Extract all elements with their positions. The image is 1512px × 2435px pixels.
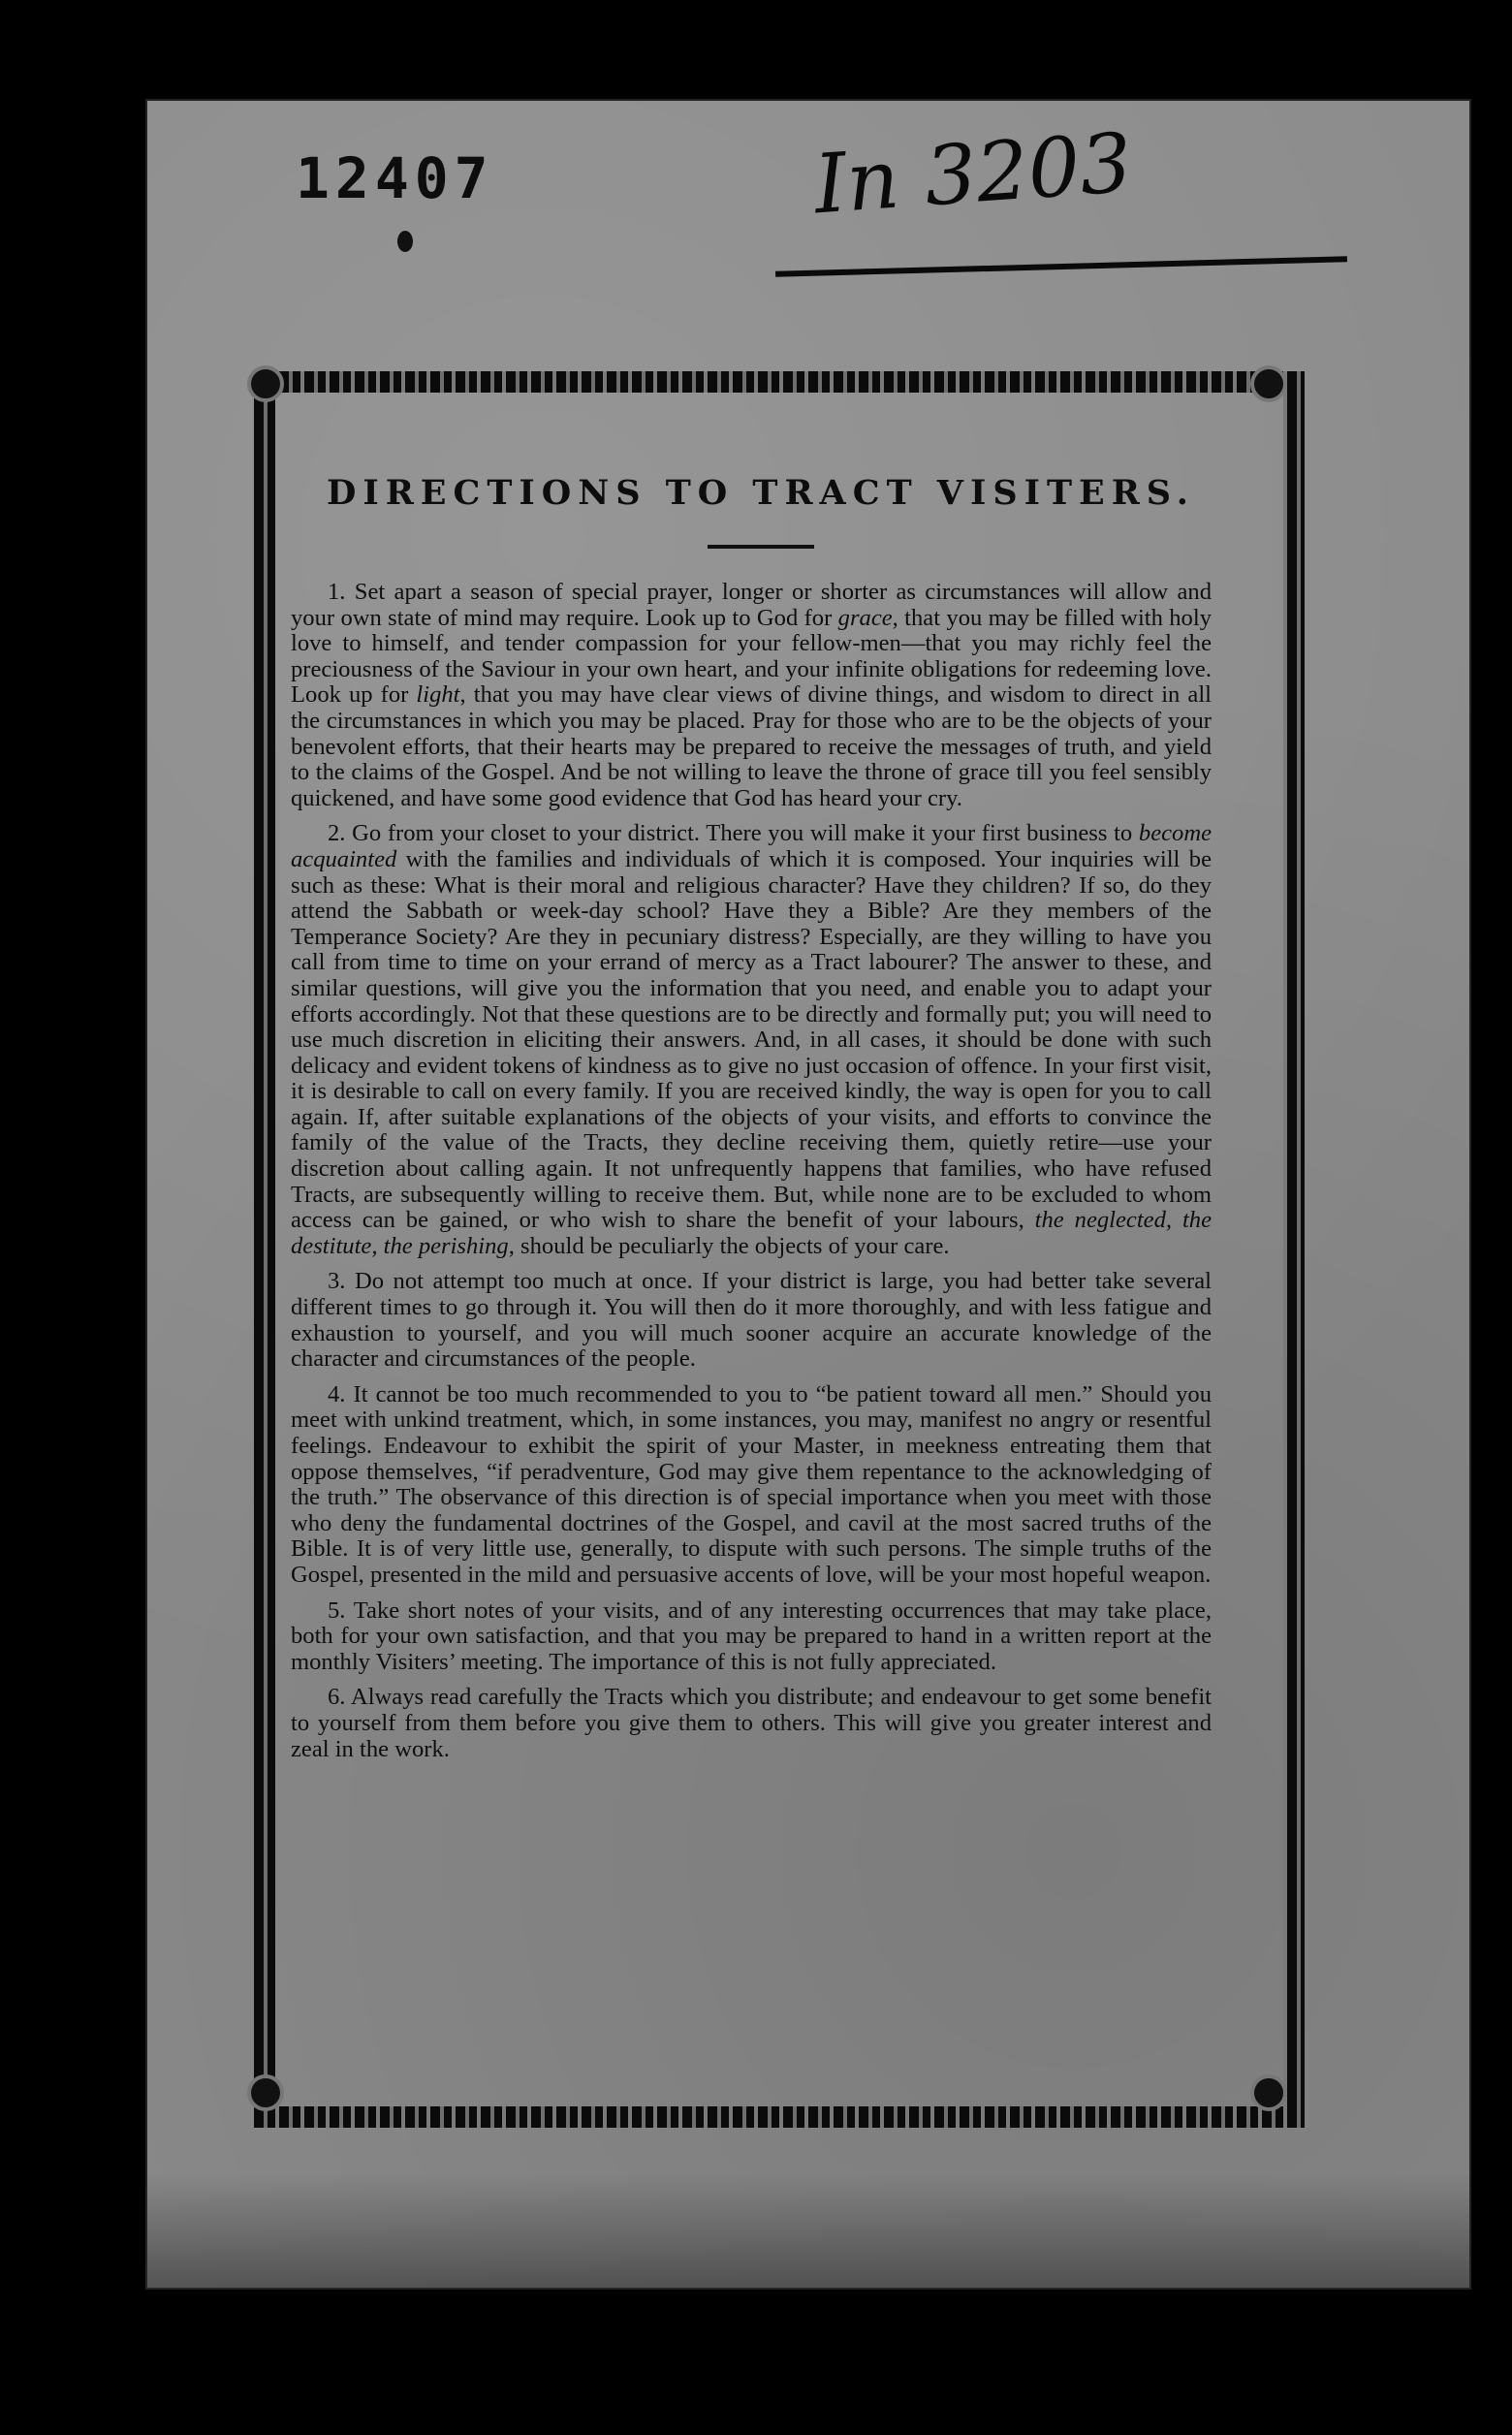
paragraph bbox=[291, 1382, 1212, 1589]
border-rosette-icon bbox=[1250, 365, 1287, 402]
text-span: 4. It cannot be too much recommended to you to “be patient toward all men.” Should you meet with unkind treatment, which, in some instances, you may, manifest no angry or resentful feelings. Endeavour to exhibit the spirit of your Master, in meekness entreating them that oppose themselves, “if peradventure, God may give them repentance to the acknowledging of the truth.” The observance of this direction is of special importance when you meet with those who deny the fundamental doctrines of the Gospel, and cavil at the most sacred truths of the Bible. It is of very little use, generally, to dispute with such persons. The simple truths of the Gospel, presented in the mild and persuasive accents of love, will be your most hopeful weapon. bbox=[291, 1380, 1212, 1588]
stamp-number: 12407 bbox=[296, 145, 494, 211]
paragraph bbox=[291, 1685, 1212, 1762]
text-span: , that you may be filled with holy love to himself, and tender compassion for your fellow-men—that you may richly feel the preciousness of the Saviour in your own heart, and your infinite obligations for redeeming love. Look up for bbox=[291, 604, 1212, 709]
paragraph bbox=[291, 1269, 1212, 1372]
emphasis-text: light bbox=[416, 681, 460, 709]
emphasis-text: the neglected, the destitute, the perishing, bbox=[291, 1207, 1212, 1259]
text-span: with the families and individuals of which it is composed. Your inquiries will be such as these: What is their moral and religious character? Have they children? If so, do they attend the Sabbath or week-day school? Have they a Bible? Are they members of the Temperance Society? Are they in pecuniary distress? Especially, are they willing to have you call from time to time on your errand of mercy as a Tract labourer? The answer to these, and similar questions, will give you the information that you need, and enable you to adapt your efforts accordingly. Not that these questions are to be directly and formally put; you will need to use much discretion in eliciting their answers. And, in all cases, it should be done with such delicacy and evident tokens of kindness as to give no just occasion of offence. In your first visit, it is desirable to call on every family. If you are received kindly, the way is open for you to call again. If, after suitable explanations of the objects of your visits, and efforts to convince the family of the value of the Tracts, they decline receiving them, quietly retire—use your discretion about calling again. It not unfrequently happens that families, who have refused Tracts, are subsequently willing to receive them. But, while none are to be excluded to whom access can be gained, or who wish to share the benefit of your labours, bbox=[291, 845, 1212, 1234]
text-span: 5. Take short notes of your visits, and of any interesting occurrences that may take place, both for your own satisfaction, and that you may be prepared to hand in a written report at the monthly Visiters’ meeting. The importance of this is not fully appreciated. bbox=[291, 1597, 1212, 1675]
border-rosette-icon bbox=[247, 365, 284, 402]
worn-edge bbox=[145, 2173, 1471, 2290]
paragraph bbox=[291, 580, 1212, 811]
document-title: DIRECTIONS TO TRACT VISITERS. bbox=[327, 473, 1195, 513]
text-span: 1. Set apart a season of special prayer, longer or shorter as circumstances will allow and your own state of mind may require. Look up to God for bbox=[291, 579, 1212, 631]
handwritten-note: In 3203 bbox=[810, 114, 1135, 233]
text-span: 2. Go from your closet to your district. There you will make it your first business to bbox=[328, 820, 1139, 847]
text-span: 3. Do not attempt too much at once. If your district is large, you had better take several different times to go through it. You will then do it more thoroughly, and with less fatigue and exhaustion to yourself, and you will much sooner acquire an accurate knowledge of the character and circumstances of the people. bbox=[291, 1268, 1212, 1373]
ink-mark bbox=[397, 231, 413, 252]
emphasis-text: grace bbox=[837, 604, 893, 631]
document-body bbox=[291, 580, 1212, 1772]
text-span: , that you may have clear views of divine things, and wisdom to direct in all the circumstances in which you may be placed. Pray for those who are to be the objects of your benevolent efforts, that their hearts may be prepared to receive the messages of truth, and yield to the claims of the Gospel. And be not willing to leave the throne of grace till you feel sensibly quickened, and have some good evidence that God has heard your cry. bbox=[291, 681, 1212, 811]
text-span: should be peculiarly the objects of your care. bbox=[514, 1232, 950, 1259]
title-rule bbox=[708, 545, 814, 549]
paragraph bbox=[291, 1598, 1212, 1676]
text-span: 6. Always read carefully the Tracts which you distribute; and endeavour to get some benefit to yourself from them before you give them to others. This will give you greater interest and zeal in the work. bbox=[291, 1684, 1212, 1762]
emphasis-text: become acquainted bbox=[291, 820, 1212, 872]
border-rosette-icon bbox=[1250, 2074, 1287, 2111]
paragraph bbox=[291, 821, 1212, 1259]
border-rosette-icon bbox=[247, 2074, 284, 2111]
